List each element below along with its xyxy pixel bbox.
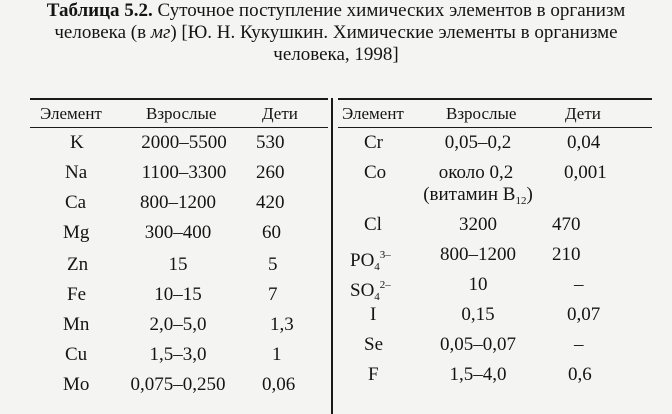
- formula-superscript: 3–: [379, 249, 391, 261]
- table-row-adults: 2000–5500: [141, 132, 227, 153]
- table-caption: [0, 0, 672, 66]
- table-row-children: 60: [262, 222, 281, 243]
- formula-base: PO: [350, 250, 375, 271]
- table-row-children: 5: [268, 254, 278, 275]
- caption-text: ) [Ю. Н. Кукушкин. Химические элементы в организме: [170, 22, 618, 43]
- table-row-element: [350, 274, 391, 308]
- table-row-adults: 10–15: [154, 284, 202, 305]
- table-row-adults: 0,05–0,2: [444, 132, 512, 153]
- table-row-element: Co: [364, 162, 387, 183]
- header-rule-left: [30, 127, 328, 128]
- table-row-element: Na: [65, 162, 88, 183]
- caption-line-3: человека, 1998]: [273, 44, 399, 65]
- formula-subscript: 4: [374, 291, 380, 303]
- table-row-element: Cl: [364, 214, 382, 235]
- table-row-element: Mo: [63, 374, 90, 395]
- caption-line-1: [0, 0, 672, 22]
- table-row-element: K: [70, 132, 84, 153]
- table-row-adults: 15: [168, 254, 188, 275]
- table-row-children: 420: [256, 192, 285, 213]
- formula-subscript: 4: [374, 261, 380, 273]
- table-row-element: [350, 244, 391, 278]
- column-divider: [331, 98, 333, 414]
- table-row-element: Mg: [63, 222, 90, 243]
- header-element: Элемент: [40, 104, 102, 123]
- caption-label: Таблица 5.2.: [46, 0, 153, 21]
- top-rule-right: [338, 98, 652, 100]
- table-row-children: –: [574, 334, 584, 355]
- note-subscript: 12: [515, 195, 527, 207]
- table-row-children: 210: [552, 244, 581, 265]
- table-row-adults: 1100–3300: [141, 162, 227, 183]
- caption-unit: мг: [150, 22, 171, 43]
- table-row-children: 0,07: [567, 304, 601, 325]
- header-children: Дети: [262, 104, 298, 123]
- caption-text: Суточное поступление химических элементов в организм: [152, 0, 626, 21]
- table-row-element: Fe: [67, 284, 86, 305]
- formula-base: SO: [350, 280, 375, 301]
- header-adults: Взрослые: [446, 104, 517, 123]
- table-row-element: Zn: [67, 254, 89, 275]
- header-rule-right: [338, 127, 652, 128]
- formula-superscript: 2–: [379, 279, 391, 291]
- table-row-children: 7: [268, 284, 278, 305]
- table-row-element: Cr: [364, 132, 383, 153]
- table-row-children: 530: [256, 132, 285, 153]
- table-row-element: Se: [364, 334, 383, 355]
- table-row-adults: 1,5–3,0: [149, 344, 207, 365]
- table-row-children: –: [574, 274, 584, 295]
- caption-text: человека (в: [54, 22, 151, 43]
- table-row-children: 0,04: [567, 132, 601, 153]
- table-row-element: F: [368, 364, 379, 385]
- table-row-adults: 0,15: [461, 304, 495, 325]
- top-rule-left: [30, 98, 328, 100]
- table-row-adults-note: [402, 184, 554, 212]
- table-row-adults: 3200: [459, 214, 497, 235]
- header-adults: Взрослые: [146, 104, 217, 123]
- header-children: Дети: [565, 104, 601, 123]
- table-row-children: 0,06: [262, 374, 296, 395]
- caption-line-2: [0, 22, 672, 44]
- table-row-adults: 0,05–0,07: [440, 334, 516, 355]
- table-row-children: 0,6: [568, 364, 592, 385]
- table-row-adults: 800–1200: [140, 192, 216, 213]
- table-row-element: I: [370, 304, 377, 325]
- note-text: (витамин B: [423, 184, 516, 205]
- table-row-children: 1,3: [270, 314, 294, 335]
- table-row-adults: 10: [468, 274, 488, 295]
- table-row-element: Cu: [65, 344, 88, 365]
- header-element: Элемент: [342, 104, 404, 123]
- note-text: ): [526, 184, 533, 205]
- table-row-adults: около 0,2: [438, 162, 514, 183]
- table-row-element: Ca: [65, 192, 87, 213]
- table-row-adults: 2,0–5,0: [149, 314, 207, 335]
- table-row-adults: 300–400: [144, 222, 212, 243]
- table-row-element: Mn: [63, 314, 90, 335]
- table-row-adults: 1,5–4,0: [449, 364, 507, 385]
- table-row-children: 0,001: [564, 162, 607, 183]
- table-row-children: 260: [256, 162, 285, 183]
- table-row-adults: 0,075–0,250: [130, 374, 226, 395]
- table-row-adults: 800–1200: [440, 244, 516, 265]
- table-row-children: 1: [272, 344, 282, 365]
- table-row-children: 470: [552, 214, 581, 235]
